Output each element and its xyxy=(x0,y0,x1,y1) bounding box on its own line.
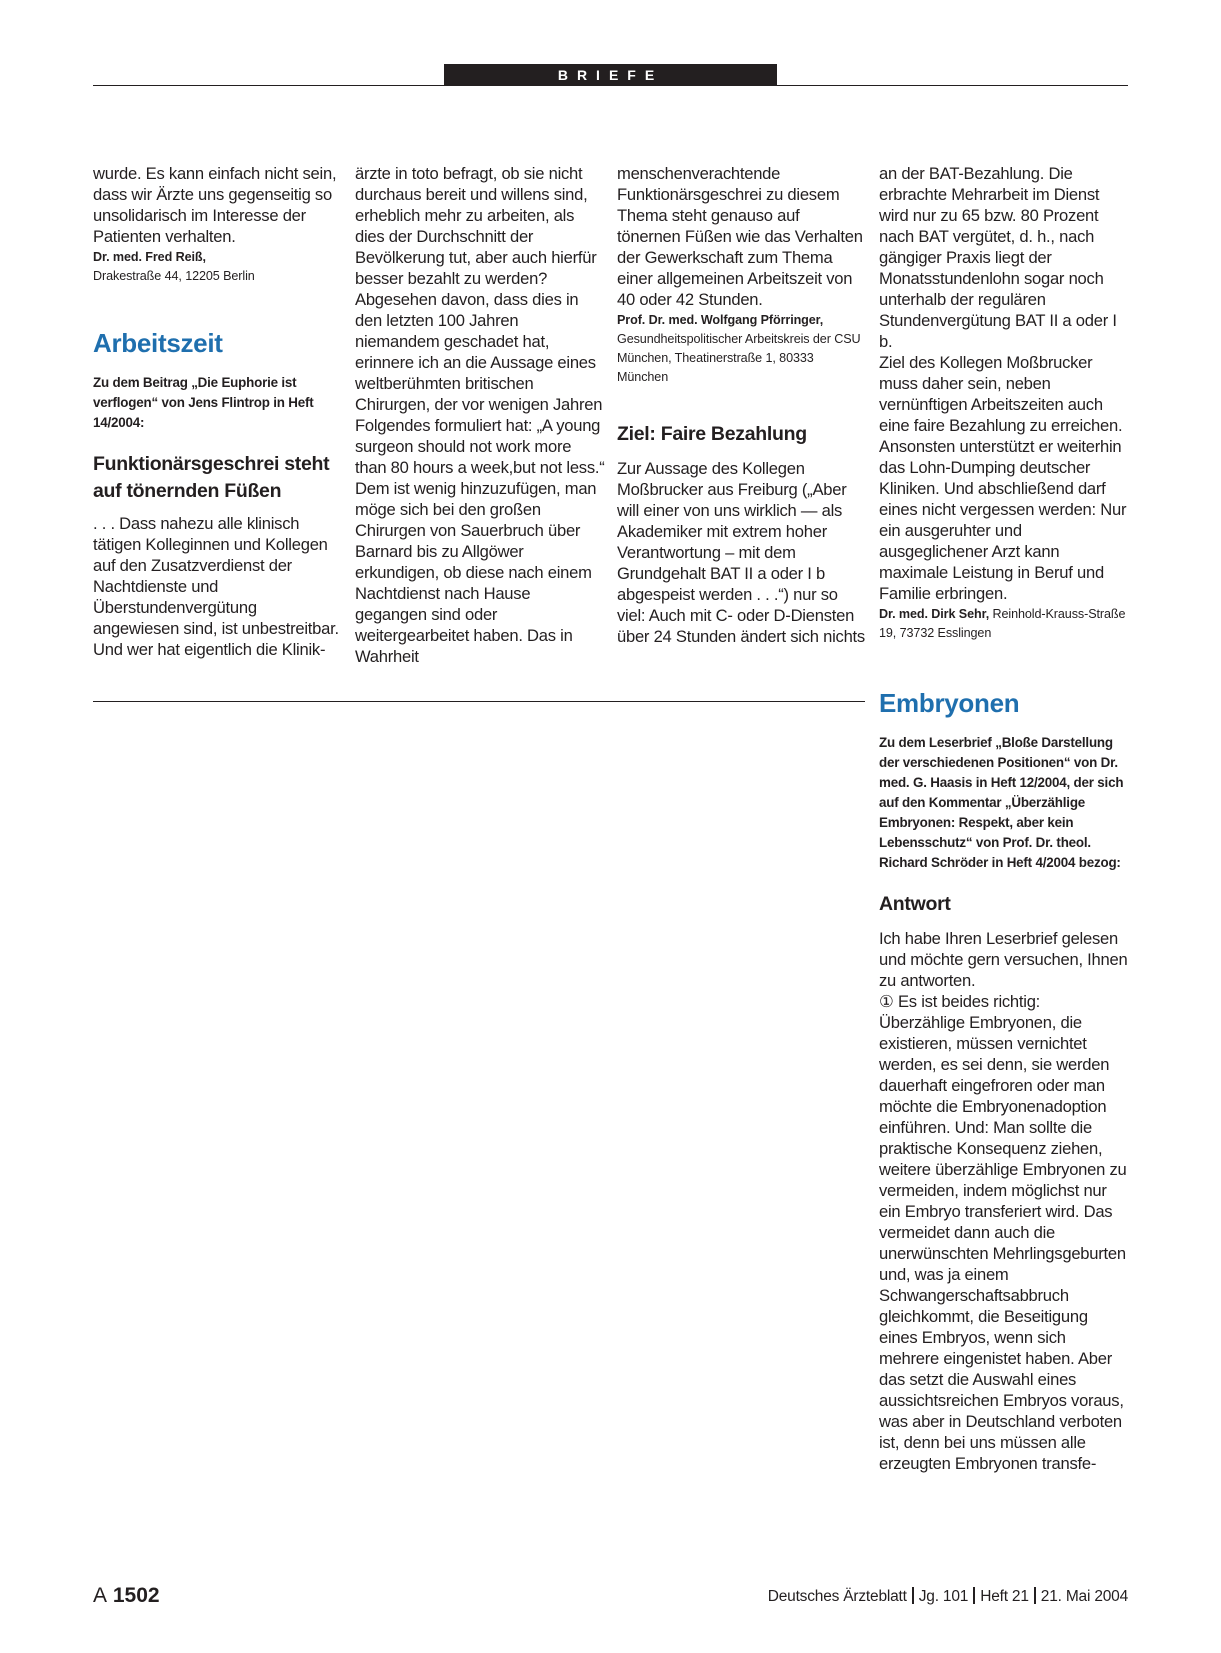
letter-headline: Ziel: Faire Bezahlung xyxy=(617,423,807,445)
separator xyxy=(973,1587,975,1604)
separator xyxy=(1034,1587,1036,1604)
column-2 xyxy=(355,163,605,667)
section-label: BRIEFE xyxy=(444,64,777,86)
column-3 xyxy=(617,163,867,647)
letter-headline: Funktionärsgeschrei steht auf tönernden Füßen xyxy=(93,453,330,502)
topic-heading: Embryonen xyxy=(879,688,1020,718)
letter-text: Ich habe Ihren Leserbrief gelesen und möchte gern versuchen, Ihnen zu antworten. xyxy=(879,929,1128,990)
topic-heading: Arbeitszeit xyxy=(93,328,223,358)
letter-text: menschenverachtende Funktionärsgeschrei zu diesem Thema steht genauso auf tönernen Füßen wie das Verhalten der Gewerkschaft zum Thema einer allgemeinen Arbeitszeit von 40 oder 42 Stunden. xyxy=(617,164,863,309)
article-reference: Zu dem Leserbrief „Bloße Darstellung der verschiedenen Positionen“ von Dr. med. G. Haasis in Heft 12/2004, der sich auf den Kommentar „Überzählige Embryonen: Respekt, aber kein Lebensschutz“ von Prof. Dr. theol. Richard Schröder in Heft 4/2004 bezog: xyxy=(879,735,1124,870)
journal-name: Deutsches Ärzteblatt xyxy=(767,1588,907,1605)
issue: Heft 21 xyxy=(980,1588,1029,1605)
publication-info xyxy=(768,1587,1128,1607)
page-number: A 1502 xyxy=(93,1584,160,1607)
letter-signature: Prof. Dr. med. Wolfgang Pförringer, xyxy=(617,313,824,327)
volume: Jg. 101 xyxy=(918,1588,969,1605)
article-reference: Zu dem Beitrag „Die Euphorie ist verflogen“ von Jens Flintrop in Heft 14/2004: xyxy=(93,375,314,430)
issue-date: 21. Mai 2004 xyxy=(1040,1588,1128,1605)
letter-text: an der BAT-Bezahlung. Die erbrachte Mehrarbeit im Dienst wird nur zu 65 bzw. 80 Prozent nach BAT vergütet, d. h., nach gängiger Praxis liegt der Monatsstundenlohn sogar noch unterhalb der regulären Stundenvergütung BAT II a oder I b. xyxy=(879,164,1117,351)
letter-text: . . . Dass nahezu alle klinisch tätigen Kolleginnen und Kollegen auf den Zusatzverdienst der Nachtdienste und Überstundenvergütung angewiesen sind, ist unbestreitbar. Und wer hat eigentlich die Klinik- xyxy=(93,514,339,659)
letter-text: wurde. Es kann einfach nicht sein, dass wir Ärzte uns gegenseitig so unsolidarisch im Interesse der Patienten verhalten. xyxy=(93,164,337,246)
column-4 xyxy=(879,163,1129,1474)
letter-text: ärzte in toto befragt, ob sie nicht durchaus bereit und willens sind, erheblich mehr zu arbeiten, als dies der Durchschnitt der Bevölkerung tut, aber auch hierfür besser bezahlt zu werden? Abgesehen davon, dass dies in den letzten 100 Jahren niemandem geschadet hat, erinnere ich an die Aussage eines weltberühmten britischen Chirurgen, der vor wenigen Jahren Folgendes formuliert hat: „A young surgeon should not work more than 80 hours a week,but not less.“ Dem ist wenig hinzuzufügen, man möge sich bei den großen Chirurgen von Sauerbruch über Barnard bis zu Allgöwer erkundigen, ob diese nach einem Nachtdienst nach Hause gegangen sind oder weitergearbeitet haben. Das in Wahrheit xyxy=(355,164,605,666)
letter-signature: Dr. med. Dirk Sehr, Reinhold-Krauss-Straße 19, 73732 Esslingen xyxy=(879,607,1126,640)
letter-text: Ziel des Kollegen Moßbrucker muss daher sein, neben vernünftigen Arbeitszeiten auch eine faire Bezahlung zu erreichen. Ansonsten unterstützt er weiterhin das Lohn-Dumping deutscher Kliniken. Und abschließend darf eines nicht vergessen werden: Nur ein ausgeruhter und ausgeglichener Arzt kann maximale Leistung in Beruf und Familie erbringen. xyxy=(879,353,1127,603)
letter-headline: Antwort xyxy=(879,893,951,915)
letter-text: Zur Aussage des Kollegen Moßbrucker aus Freiburg („Aber will einer von uns wirklich — als Akademiker mit extrem hoher Verantwortung – mit dem Grundgehalt BAT II a oder I b abgespeist werden . . .“) nur so viel: Auch mit C- oder D-Diensten über 24 Stunden ändert sich nichts xyxy=(617,459,865,646)
separator xyxy=(912,1587,914,1604)
letter-text: ① Es ist beides richtig: Überzählige Embryonen, die existieren, müssen vernichtet werden, es sei denn, sie werden dauerhaft eingefroren oder man möchte die Embryonenadoption einführen. Und: Man sollte die praktische Konsequenz ziehen, weitere überzählige Embryonen zu vermeiden, indem möglichst nur ein Embryo transferiert wird. Das vermeidet dann auch die unerwünschten Mehrlingsgeburten und, was ja einem Schwangerschaftsabbruch gleichkommt, die Beseitigung eines Embryos, wenn sich mehrere eingenistet haben. Aber das setzt die Auswahl eines aussichtsreichen Embryos voraus, was aber in Deutschland verboten ist, denn bei uns müssen alle erzeugten Embryonen transfe- xyxy=(879,992,1127,1473)
author-address: Gesundheitspolitischer Arbeitskreis der CSU München, Theatinerstraße 1, 80333 München xyxy=(617,332,861,384)
block-divider xyxy=(93,701,865,702)
column-1 xyxy=(93,163,343,660)
author-address: Drakestraße 44, 12205 Berlin xyxy=(93,269,255,283)
letter-signature: Dr. med. Fred Reiß, xyxy=(93,250,206,264)
